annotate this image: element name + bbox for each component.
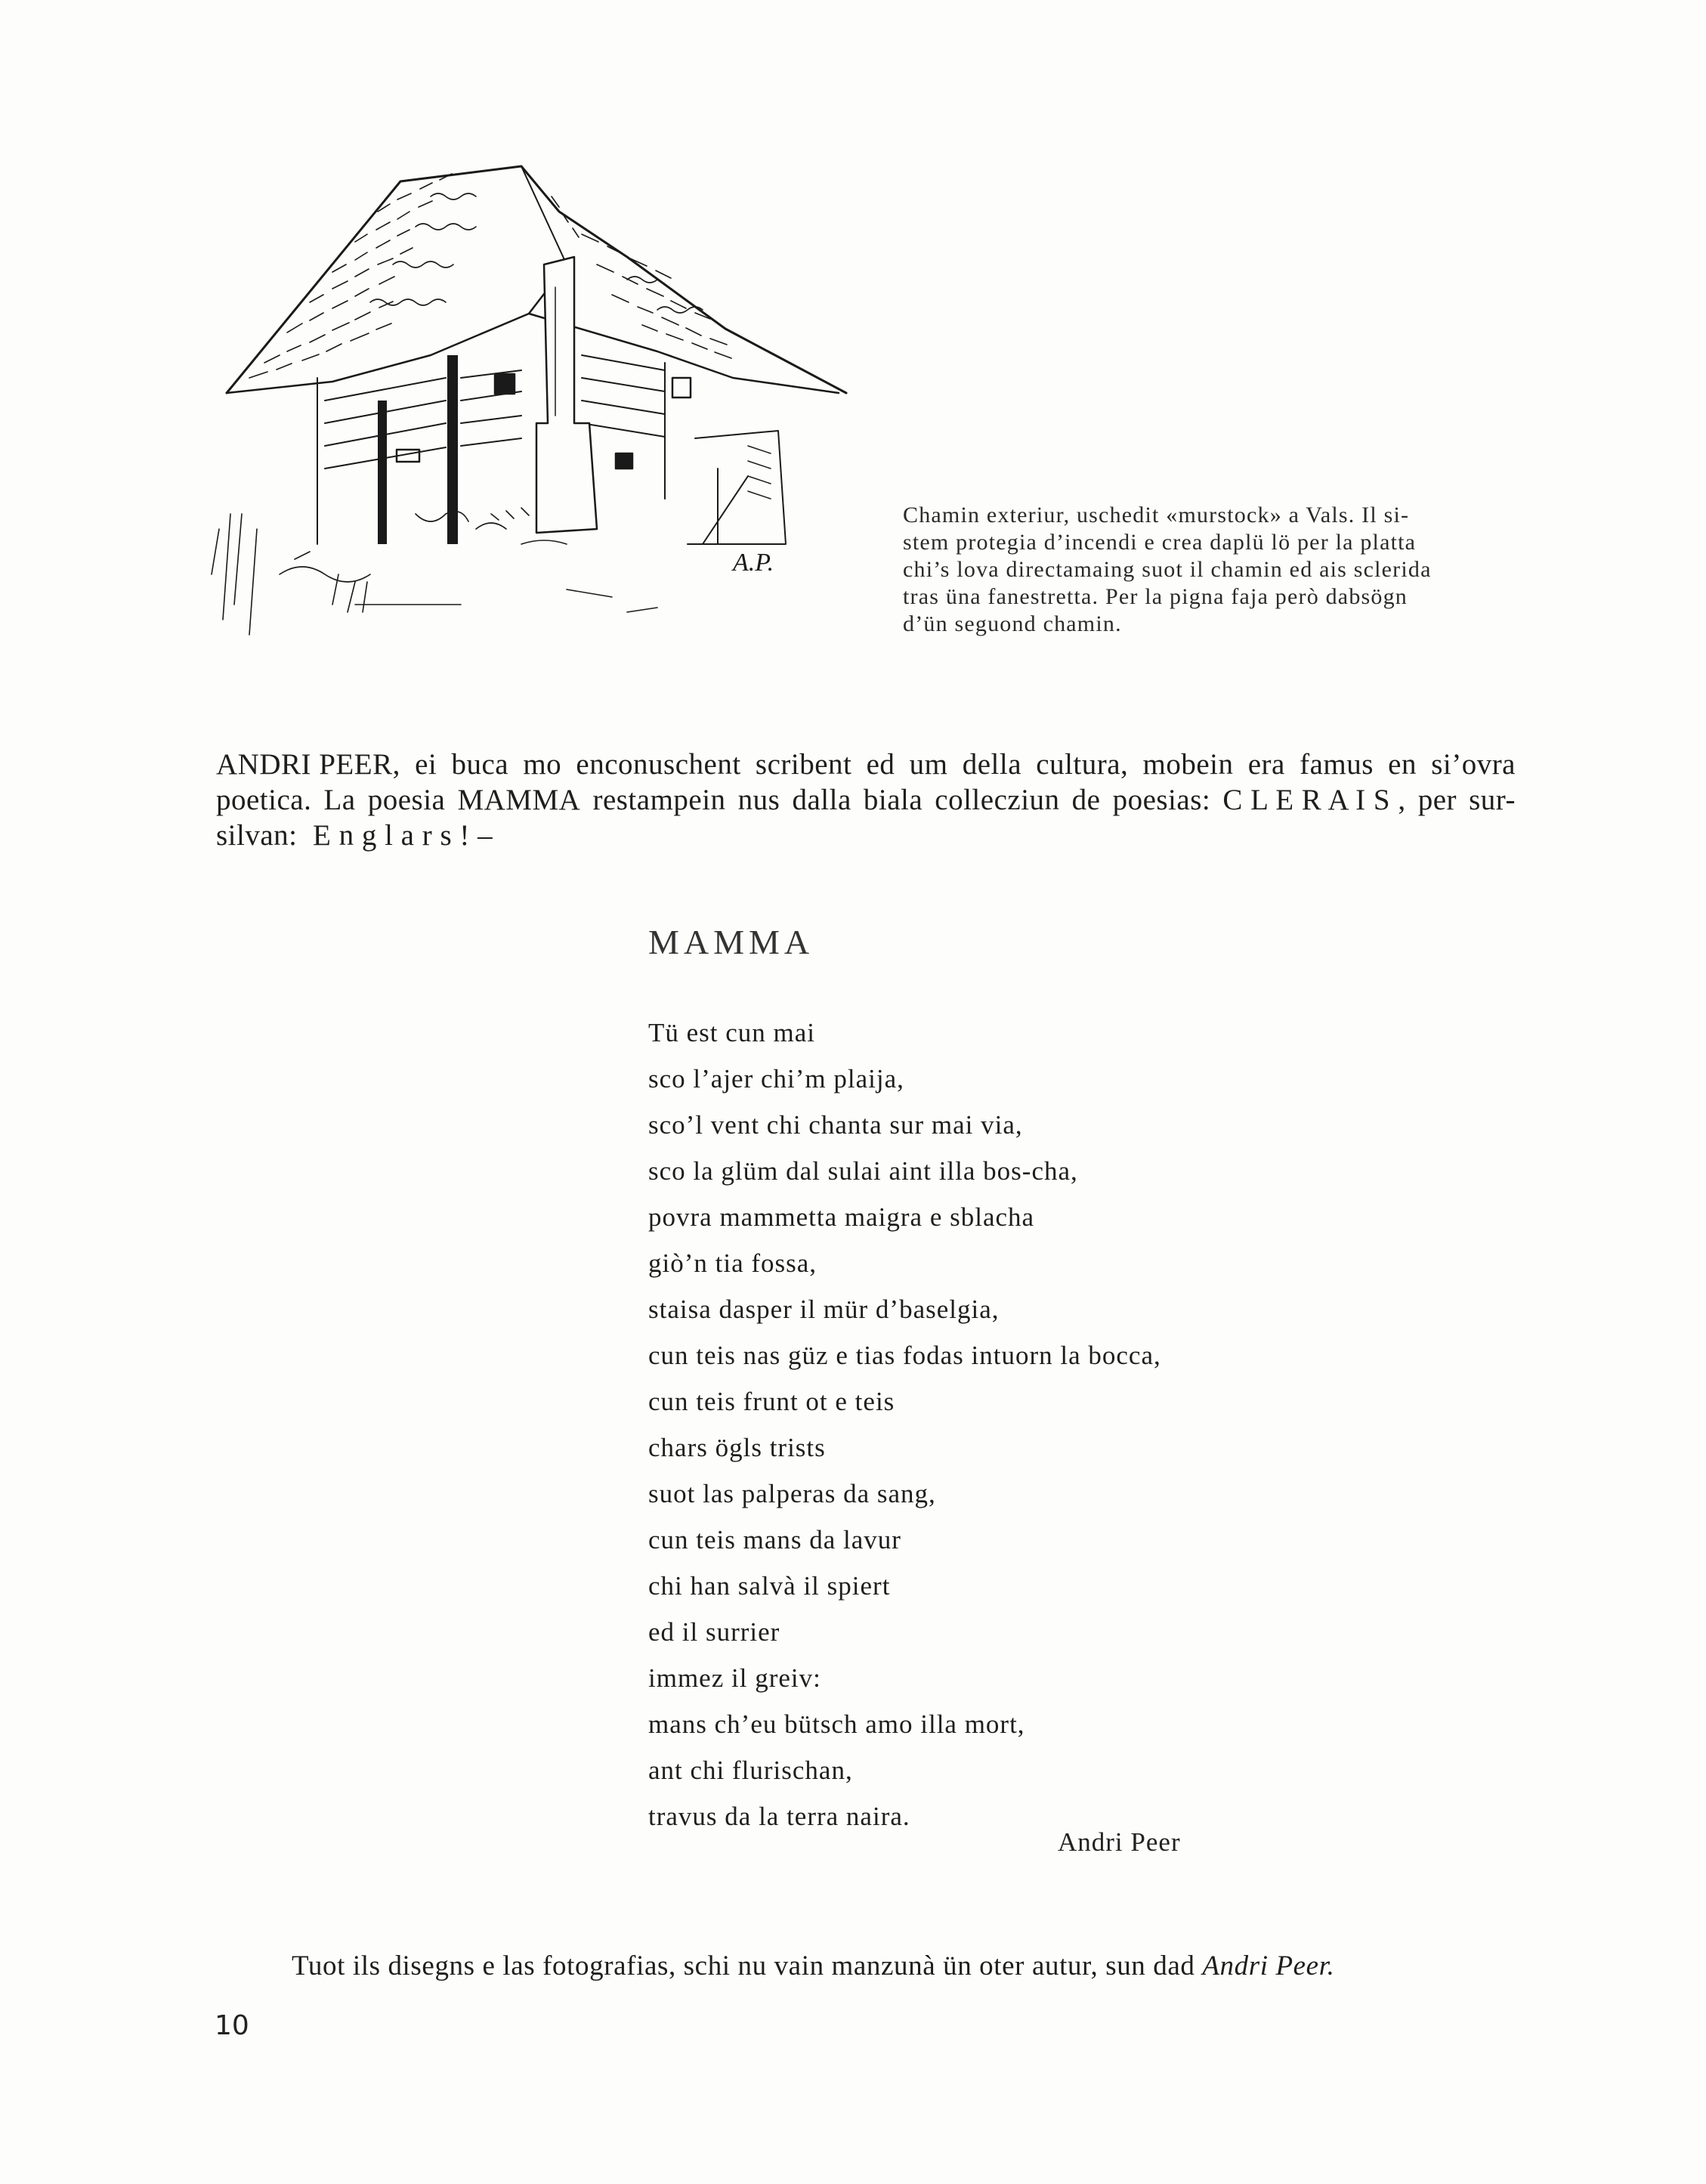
intro-word: restampein [592,784,726,816]
poem-line: travus da la terra naira. [648,1802,910,1831]
poem-body [648,1010,1328,1839]
poem-line: immez il greiv: [648,1663,821,1693]
poem-line: sco la glüm dal sulai aint illa bos-cha, [648,1156,1078,1186]
intro-word: C L E R A I S , [1222,784,1406,816]
caption-line: Chamin exteriur, uschedit «murstock» a Vals. Il si- [903,503,1410,527]
poem-line: Tü est cun mai [648,1018,816,1047]
poem-line: chi han salvà il spiert [648,1571,891,1601]
credit-author: Andri Peer. [1202,1950,1335,1981]
credit-text: Tuot ils disegns e las fotografias, schi nu vain manzunà ün oter autur, sun dad [292,1950,1203,1981]
poem-line: staisa dasper il mür d’baselgia, [648,1295,1000,1324]
intro-word: poetica. [216,784,312,816]
poem-line: ed il surrier [648,1617,780,1647]
poem-line: suot las palperas da sang, [648,1479,936,1508]
intro-word: famus [1300,748,1374,781]
intro-word: enconuschent [576,748,741,781]
artist-signature: A.P. [733,549,774,577]
intro-word: cultura, [1036,748,1129,781]
intro-word: de [1071,784,1101,816]
intro-line-2 [216,782,1516,818]
caption-line: stem protegia d’incendi e crea daplü lö per la platta [903,530,1417,555]
intro-word: nus [737,784,780,816]
poem-title: MAMMA [648,923,814,961]
intro-word: si’ovra [1431,748,1516,781]
intro-word: MAMMA [457,784,581,816]
intro-word: dalla [792,784,851,816]
poem-line: ant chi flurischan, [648,1756,853,1785]
house-drawing [204,151,861,650]
intro-word: era [1247,748,1285,781]
caption-line: tras üna fanestretta. Per la pigna faja però dabsögn [903,584,1408,609]
intro-word: poesias: [1112,784,1211,816]
intro-word: sur- [1469,784,1516,816]
intro-word: um [909,748,948,781]
intro-word: en [1388,748,1417,781]
poem-author: Andri Peer [1058,1827,1181,1857]
poem-line: povra mammetta maigra e sblacha [648,1202,1035,1232]
intro-word: poesia [367,784,446,816]
intro-word: ed [866,748,895,781]
intro-word: per [1417,784,1457,816]
poem-line: mans ch’eu bütsch amo illa mort, [648,1709,1025,1739]
intro-word: scribent [755,748,852,781]
intro-word: della [962,748,1022,781]
intro-word: ei [415,748,437,781]
intro-word: La [323,784,356,816]
caption-line: chi’s lova directamaing suot il chamin ed ais sclerida [903,557,1432,582]
page-number: 10 [215,2010,249,2041]
intro-word: collecziun [935,784,1060,816]
poem-line: giò’n tia fossa, [648,1248,817,1278]
poem-line: sco l’ajer chi’m plaija, [648,1064,904,1094]
poem-line: cun teis nas güz e tias fodas intuorn la bocca, [648,1341,1161,1370]
caption-line: d’ün seguond chamin. [903,611,1122,636]
poem-line: sco’l vent chi chanta sur mai via, [648,1110,1023,1140]
intro-word: mobein [1142,748,1234,781]
image-caption [903,502,1545,638]
intro-line-1 [216,747,1516,782]
poem-line: chars ögls trists [648,1433,826,1462]
intro-paragraph [216,747,1516,853]
credit-note [292,1950,1334,1982]
intro-word: ANDRI PEER, [216,748,400,781]
intro-word: biala [863,784,923,816]
poem-line: cun teis frunt ot e teis [648,1387,895,1416]
intro-line-3: silvan: E n g l a r s ! – [216,819,493,852]
poem-line: cun teis mans da lavur [648,1525,901,1554]
intro-word: mo [523,748,562,781]
intro-word: buca [451,748,509,781]
